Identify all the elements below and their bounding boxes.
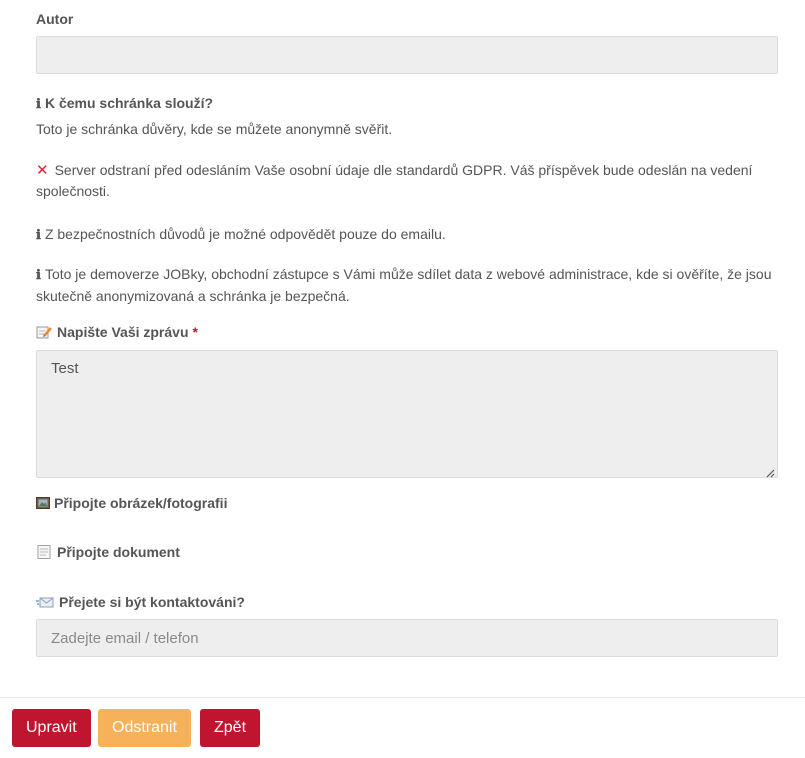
info-intro: Toto je schránka důvěry, kde se můžete anonymně svěřit.: [36, 121, 393, 137]
delete-button[interactable]: Odstranit: [98, 709, 191, 747]
info-icon: ℹ: [36, 268, 41, 283]
info-gdpr: ✕ Server odstraní před odesláním Vaše osobní údaje dle standardů GDPR. Váš příspěvek bude odeslán na vedení společnosti.: [36, 162, 753, 199]
info-icon: ℹ: [36, 228, 41, 243]
contact-label: Přejete si být kontaktováni?: [36, 594, 245, 610]
info-security: ℹ Z bezpečnostních důvodů je možné odpovědět pouze do emailu.: [36, 226, 446, 243]
info-heading: ℹ K čemu schránka slouží?: [36, 95, 214, 112]
attach-document-button[interactable]: Připojte dokument: [36, 544, 180, 560]
required-mark: *: [192, 324, 198, 340]
attach-image-button[interactable]: Připojte obrázek/fotografii: [36, 495, 227, 511]
info-icon: ℹ: [36, 97, 41, 112]
message-label: Napište Vaši zprávu *: [36, 324, 198, 340]
message-textarea[interactable]: [36, 350, 778, 478]
cross-mark-icon: ✕: [36, 162, 49, 179]
info-demo: ℹ Toto je demoverze JOBky, obchodní zástupce s Vámi může sdílet data z webové administrace, kde si ověříte, že jsou skutečně anonymizovaná a schránka je bezpečná.: [36, 266, 772, 304]
back-button[interactable]: Zpět: [200, 709, 260, 747]
document-icon: [36, 545, 52, 559]
author-label: Autor: [36, 11, 74, 27]
memo-pencil-icon: [36, 325, 52, 339]
contact-input[interactable]: [36, 619, 778, 657]
resize-handle-icon[interactable]: [765, 465, 775, 475]
framed-picture-icon: [36, 496, 50, 510]
footer-divider: [0, 697, 805, 698]
incoming-envelope-icon: [36, 595, 54, 609]
message-value: Test: [51, 360, 79, 377]
author-input[interactable]: [36, 36, 778, 74]
contact-placeholder: Zadejte email / telefon: [51, 630, 199, 647]
edit-button[interactable]: Upravit: [12, 709, 91, 747]
